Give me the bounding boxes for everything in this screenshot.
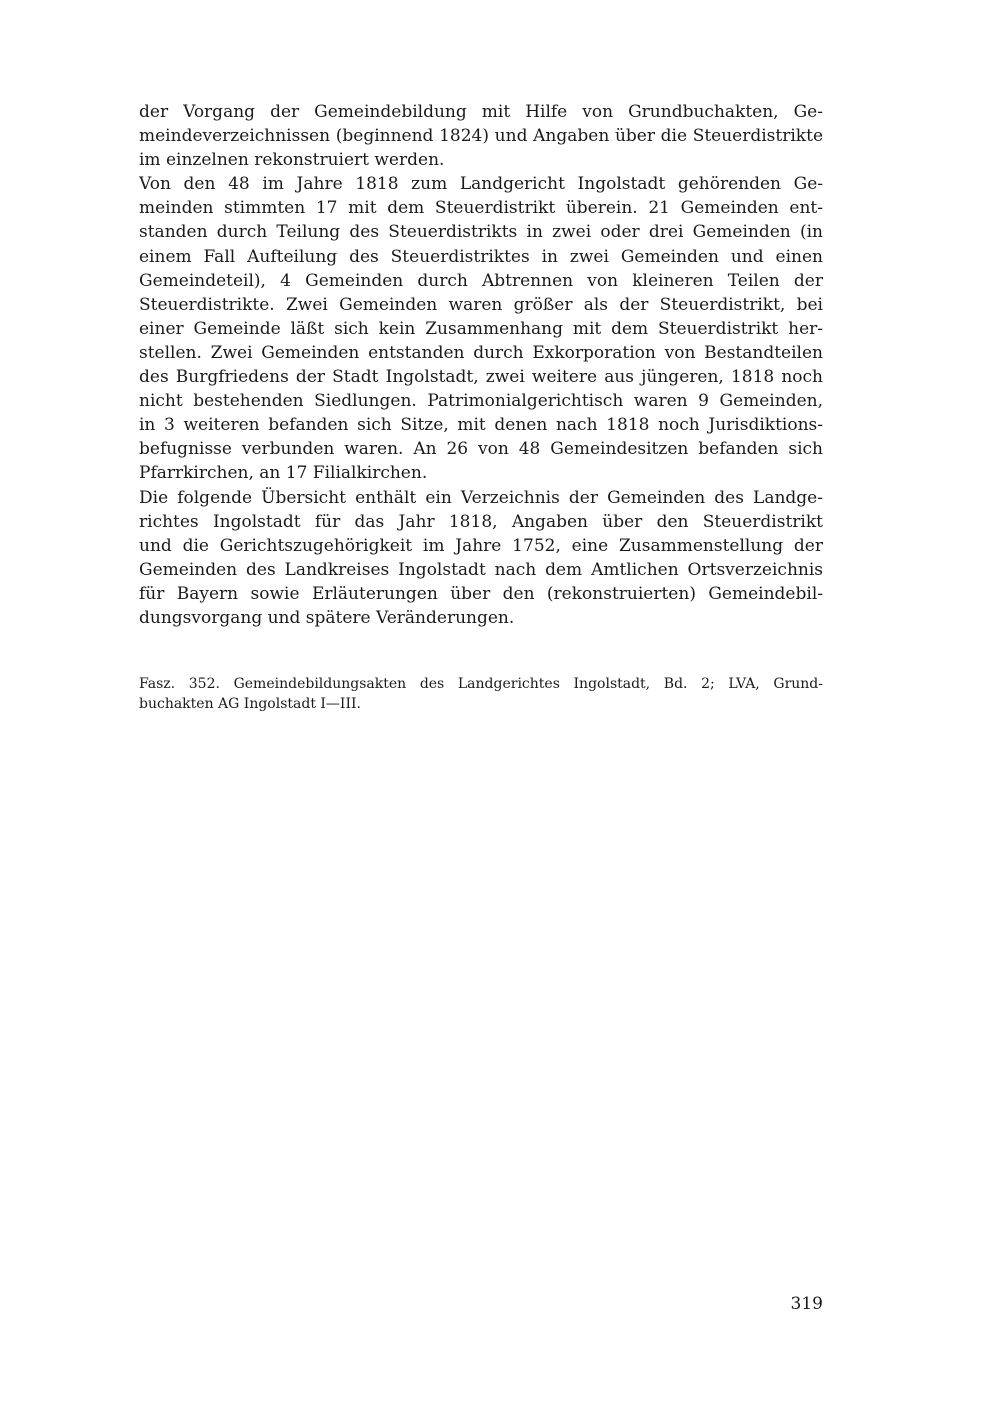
text-line: befugnisse verbunden waren. An 26 von 48 Gemeindesitzen befanden sich xyxy=(139,439,823,460)
text-line: richtes Ingolstadt für das Jahr 1818, Angaben über den Steuerdistrikt xyxy=(139,511,823,532)
paragraph-1 xyxy=(139,100,823,172)
text-line: meinden stimmten 17 mit dem Steuerdistrikt überein. 21 Gemeinden ent- xyxy=(139,198,823,219)
text-line: für Bayern sowie Erläuterungen über den (rekonstruierten) Gemeindebil- xyxy=(139,583,823,604)
text-line: Gemeinden des Landkreises Ingolstadt nach dem Amtlichen Ortsverzeichnis xyxy=(139,559,823,580)
text-line: meindeverzeichnissen (beginnend 1824) und Angaben über die Steuerdistrikte xyxy=(139,126,823,147)
text-line: Von den 48 im Jahre 1818 zum Landgericht Ingolstadt gehörenden Ge- xyxy=(139,174,823,195)
page-number: 319 xyxy=(790,1294,823,1314)
text-line: stellen. Zwei Gemeinden entstanden durch Exkorporation von Bestandteilen xyxy=(139,342,823,363)
paragraph-2 xyxy=(139,172,823,485)
text-line: standen durch Teilung des Steuerdistrikts in zwei oder drei Gemeinden (in xyxy=(139,222,823,243)
text-line: des Burgfriedens der Stadt Ingolstadt, zwei weitere aus jüngeren, 1818 noch xyxy=(139,367,823,388)
text-line: Die folgende Übersicht enthält ein Verzeichnis der Gemeinden des Landge- xyxy=(139,487,823,508)
text-line: dungsvorgang und spätere Veränderungen. xyxy=(139,607,515,628)
footnote-line: Fasz. 352. Gemeindebildungsakten des Landgerichtes Ingolstadt, Bd. 2; LVA, Grund- xyxy=(139,676,823,692)
text-line: einer Gemeinde läßt sich kein Zusammenhang mit dem Steuerdistrikt her- xyxy=(139,318,823,339)
text-line: einem Fall Aufteilung des Steuerdistriktes in zwei Gemeinden und einen xyxy=(139,246,823,267)
text-line: und die Gerichtszugehörigkeit im Jahre 1752, eine Zusammenstellung der xyxy=(139,535,823,556)
paragraph-3 xyxy=(139,486,823,631)
text-line: in 3 weiteren befanden sich Sitze, mit denen nach 1818 noch Jurisdiktions- xyxy=(139,415,823,436)
text-line: Pfarrkirchen, an 17 Filialkirchen. xyxy=(139,463,428,484)
text-line: im einzelnen rekonstruiert werden. xyxy=(139,150,445,171)
text-line: Gemeindeteil), 4 Gemeinden durch Abtrennen von kleineren Teilen der xyxy=(139,270,823,291)
text-line: der Vorgang der Gemeindebildung mit Hilfe von Grundbuchakten, Ge- xyxy=(139,102,823,122)
footnote-line: buchakten AG Ingolstadt I—III. xyxy=(139,696,361,712)
text-line: Steuerdistrikte. Zwei Gemeinden waren größer als der Steuerdistrikt, bei xyxy=(139,294,823,315)
body-text xyxy=(139,100,823,630)
text-line: nicht bestehenden Siedlungen. Patrimonialgerichtisch waren 9 Gemeinden, xyxy=(139,391,823,412)
footnote xyxy=(139,674,823,714)
